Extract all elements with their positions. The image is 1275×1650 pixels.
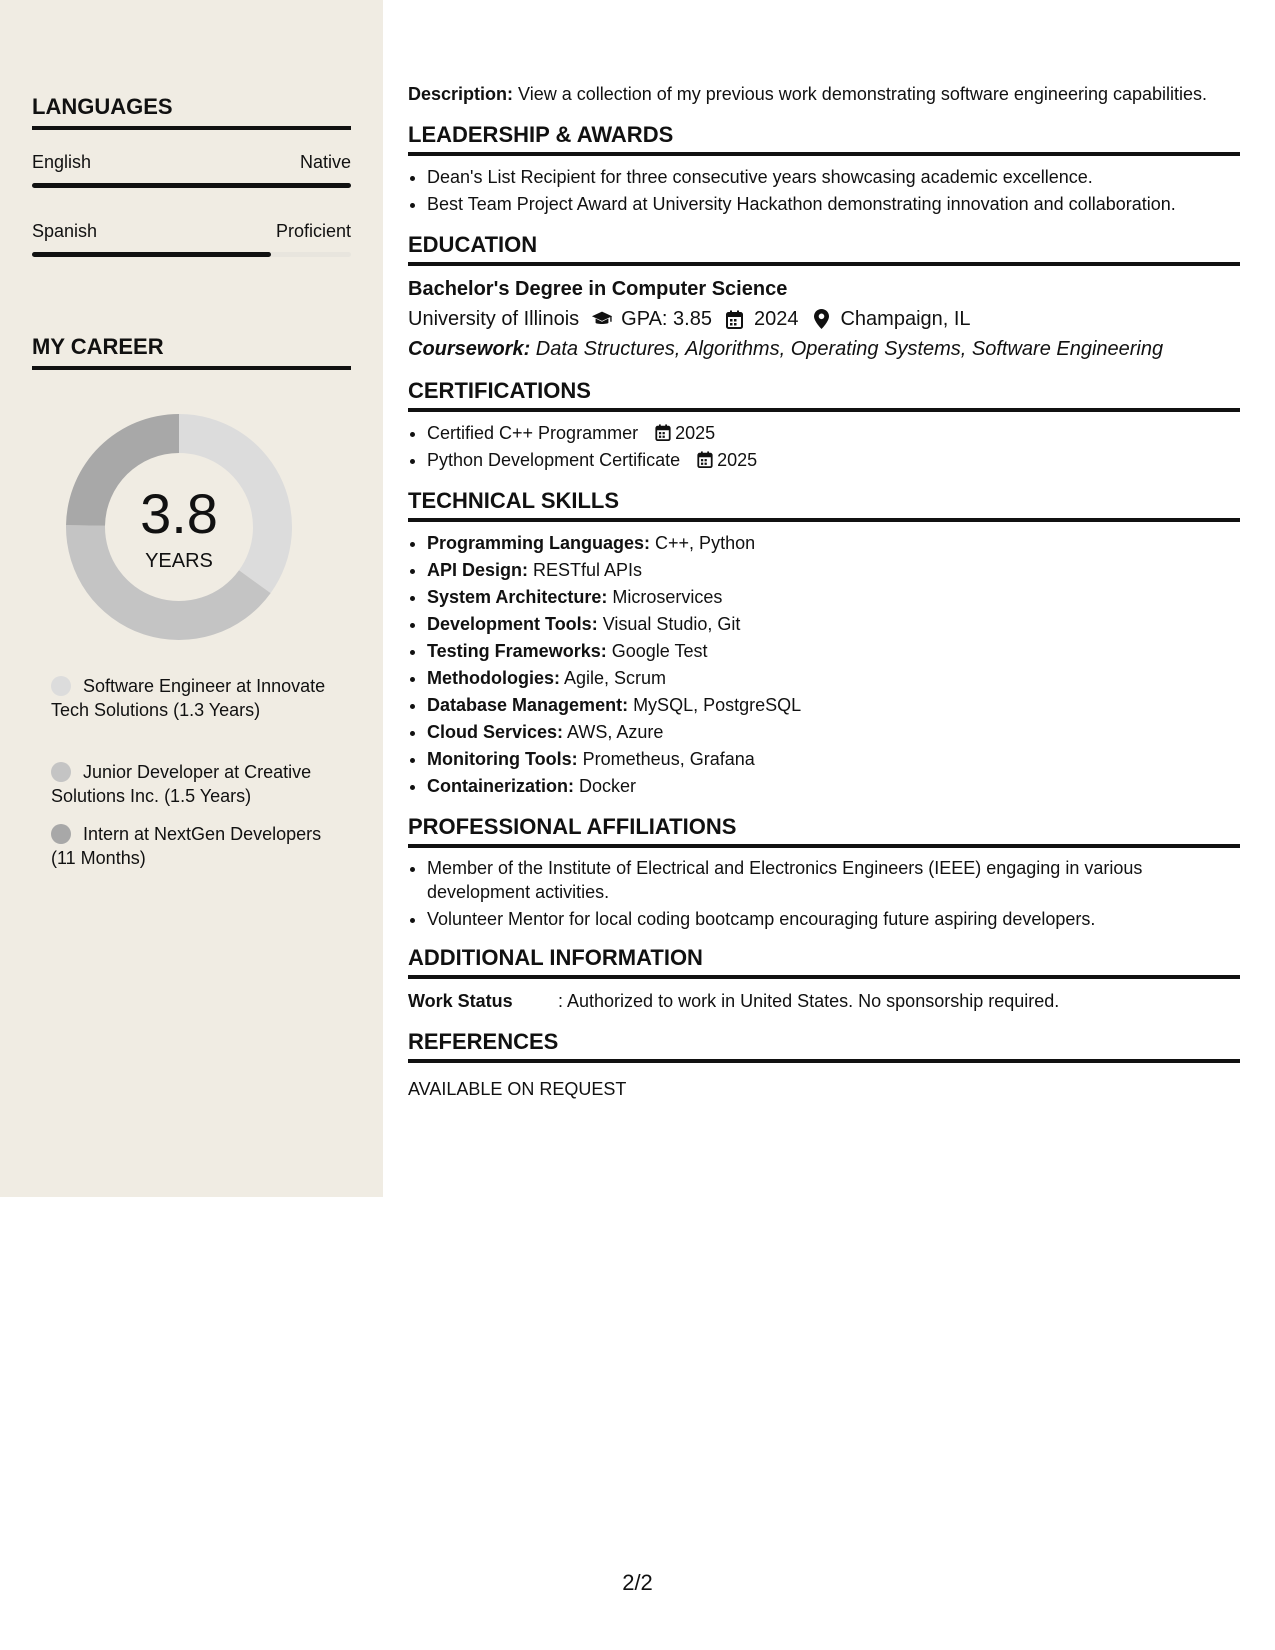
language-bar-english xyxy=(32,183,351,188)
additional-section xyxy=(408,945,1240,1015)
calendar-icon xyxy=(697,451,713,468)
references-heading: REFERENCES xyxy=(408,1029,1240,1063)
leadership-section xyxy=(408,122,1240,218)
affiliations-heading: PROFESSIONAL AFFILIATIONS xyxy=(408,814,1240,848)
skill-item xyxy=(427,692,1240,719)
education-section xyxy=(408,232,1240,364)
skill-label: Methodologies: xyxy=(427,668,560,688)
calendar-icon xyxy=(724,308,746,330)
list-item xyxy=(427,447,1240,474)
skill-value: Visual Studio, Git xyxy=(597,614,741,634)
description xyxy=(408,80,1240,108)
career-item xyxy=(51,822,341,870)
sidebar xyxy=(0,0,383,1197)
legend-dot-icon xyxy=(51,676,71,696)
main-content xyxy=(408,80,1240,1117)
location: Champaign, IL xyxy=(840,308,971,330)
certifications-heading: CERTIFICATIONS xyxy=(408,378,1240,412)
language-level: Native xyxy=(299,152,351,172)
skill-item xyxy=(427,719,1240,746)
coursework xyxy=(408,334,1240,364)
career-item-text: Software Engineer at Innovate Tech Solutions (1.3 Years) xyxy=(51,676,326,720)
description-label: Description: xyxy=(408,84,514,104)
graduation-year: 2024 xyxy=(753,308,799,330)
skill-item xyxy=(427,584,1240,611)
legend-dot-icon xyxy=(51,824,71,844)
school: University of Illinois xyxy=(408,308,580,330)
list-item: • Member of the Institute of Electrical and Electronics Engineers (IEEE) engaging in various development activities. xyxy=(427,856,1240,904)
language-bar-spanish xyxy=(32,252,351,257)
skill-label: Programming Languages: xyxy=(427,533,651,553)
references-section xyxy=(408,1029,1240,1103)
skill-item xyxy=(427,611,1240,638)
skill-label: API Design: xyxy=(427,560,529,580)
education-heading: EDUCATION xyxy=(408,232,1240,266)
skill-label: System Architecture: xyxy=(427,587,608,607)
coursework-label: Coursework: xyxy=(408,338,531,360)
skill-value: C++, Python xyxy=(650,533,756,553)
skill-item xyxy=(427,746,1240,773)
languages-heading: LANGUAGES xyxy=(32,94,351,130)
skills-section xyxy=(408,488,1240,800)
language-row-spanish xyxy=(32,221,351,242)
skill-value: Agile, Scrum xyxy=(560,668,667,688)
career-item-text: Junior Developer at Creative Solutions Inc. (1.5 Years) xyxy=(51,762,312,806)
legend-dot-icon xyxy=(51,762,71,782)
career-item xyxy=(51,674,341,722)
career-item-text: Intern at NextGen Developers (11 Months) xyxy=(51,824,322,868)
additional-heading: ADDITIONAL INFORMATION xyxy=(408,945,1240,979)
career-total-value: 3.8 xyxy=(140,482,218,545)
degree: Bachelor's Degree in Computer Science xyxy=(408,278,788,300)
gpa: GPA: 3.85 xyxy=(621,308,712,330)
work-status-value: : Authorized to work in United States. No sponsorship required. xyxy=(558,991,1060,1011)
skills-heading: TECHNICAL SKILLS xyxy=(408,488,1240,522)
education-meta xyxy=(408,304,1240,334)
skill-value: MySQL, PostgreSQL xyxy=(628,695,802,715)
cert-year: 2025 xyxy=(717,450,758,470)
certifications-section xyxy=(408,378,1240,474)
skill-item xyxy=(427,665,1240,692)
list-item: • Dean's List Recipient for three consecutive years showcasing academic excellence. xyxy=(427,164,1240,191)
skill-item xyxy=(427,638,1240,665)
references-text: AVAILABLE ON REQUEST xyxy=(408,1079,627,1099)
skill-label: Testing Frameworks: xyxy=(427,641,607,661)
description-text: View a collection of my previous work demonstrating software engineering capabilities. xyxy=(513,84,1208,104)
language-bar-fill xyxy=(32,252,271,257)
list-item: • Volunteer Mentor for local coding bootcamp encouraging future aspiring developers. xyxy=(427,907,1240,931)
skill-value: Microservices xyxy=(607,587,723,607)
skill-value: AWS, Azure xyxy=(563,722,664,742)
language-name: Spanish xyxy=(32,221,98,241)
map-pin-icon xyxy=(810,308,832,330)
skill-item xyxy=(427,773,1240,800)
work-status-row xyxy=(408,987,1240,1015)
language-bar-fill xyxy=(32,183,351,188)
cert-name: Certified C++ Programmer xyxy=(427,423,639,443)
language-name: English xyxy=(32,152,92,172)
skill-label: Monitoring Tools: xyxy=(427,749,578,769)
cert-name: Python Development Certificate xyxy=(427,450,681,470)
skill-value: RESTful APIs xyxy=(528,560,643,580)
language-level: Proficient xyxy=(275,221,351,241)
affiliations-section xyxy=(408,814,1240,931)
leadership-heading: LEADERSHIP & AWARDS xyxy=(408,122,1240,156)
skill-label: Containerization: xyxy=(427,776,574,796)
career-total-unit: YEARS xyxy=(145,550,213,572)
skill-value: Prometheus, Grafana xyxy=(577,749,755,769)
career-item xyxy=(51,760,341,808)
page-number: 2/2 xyxy=(622,1570,653,1595)
skill-item xyxy=(427,530,1240,557)
list-item xyxy=(427,420,1240,447)
skill-label: Development Tools: xyxy=(427,614,598,634)
language-row-english xyxy=(32,152,351,173)
work-status-label: Work Status xyxy=(408,991,513,1011)
career-heading: MY CAREER xyxy=(32,334,351,370)
skill-value: Google Test xyxy=(606,641,708,661)
skill-value: Docker xyxy=(574,776,637,796)
skill-label: Database Management: xyxy=(427,695,629,715)
coursework-text: Data Structures, Algorithms, Operating Systems, Software Engineering xyxy=(530,338,1164,360)
calendar-icon xyxy=(655,424,671,441)
list-item: • Best Team Project Award at University Hackathon demonstrating innovation and collaboration. xyxy=(427,191,1240,218)
skill-label: Cloud Services: xyxy=(427,722,564,742)
skill-item xyxy=(427,557,1240,584)
cert-year: 2025 xyxy=(675,423,716,443)
graduation-cap-icon xyxy=(591,308,613,330)
